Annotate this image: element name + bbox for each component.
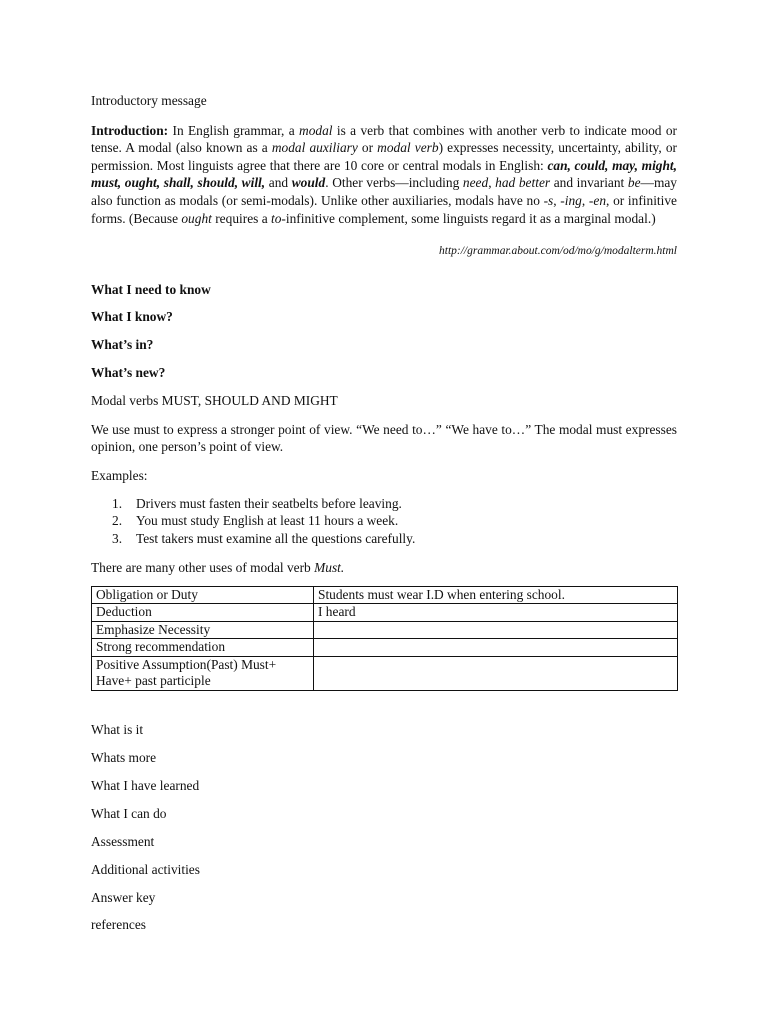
topic-title: Modal verbs MUST, SHOULD AND MIGHT [91,393,338,409]
introduction-paragraph [91,122,677,228]
table-row [92,656,678,690]
intro-text: , [488,175,496,191]
intro-italic: modal verb [377,140,439,156]
uses-intro-text: There are many other uses of modal verb [91,560,315,575]
example-text: You must study English at least 11 hours a week. [136,513,399,528]
intro-text: requires a [211,210,271,226]
intro-text: or [357,140,378,156]
table-cell-use: Strong recommendation [92,639,314,657]
intro-italic: modal [299,122,333,138]
table-cell-example [314,656,678,690]
section-whats-more: Whats more [91,749,157,765]
intro-text: In English grammar, a [168,122,300,138]
table-row [92,621,678,639]
heading-what-i-know: What I know? [91,309,173,325]
intro-italic: modal auxiliary [271,140,358,156]
intro-italic: -s [543,192,554,208]
example-number: 1. [112,495,123,511]
example-text: Test takers must examine all the questions carefully. [136,530,416,546]
table-row [92,639,678,657]
table-cell-use: Deduction [92,604,314,622]
intro-italic: had better [495,175,551,191]
uses-intro-must: Must. [314,560,345,575]
uses-intro [91,559,677,577]
section-answer-key: Answer key [91,889,156,905]
examples-label: Examples: [91,467,148,483]
intro-italic: be [627,175,641,191]
intro-italic: need [462,175,489,191]
table-cell-example: Students must wear I.D when entering school. [314,586,678,604]
section-references: references [91,917,147,933]
section-assessment: Assessment [91,833,155,849]
document-content [91,92,677,934]
example-item [91,495,677,513]
intro-italic: -en [588,192,607,208]
table-cell-use: Obligation or Duty [92,586,314,604]
intro-text: —may also function as modals (or semi-modals). Unlike other auxiliaries, modals have no [91,175,677,208]
source-url-link[interactable]: http://grammar.about.com/od/mo/g/modalterm.html [439,245,677,258]
intro-italic: -ing [560,192,582,208]
table-cell-example: I heard [314,604,678,622]
intro-text: ) expresses necessity, uncertainty, ability, or permission. Most linguists agree that there are 10 core or central modals in English: [91,140,677,173]
table-cell-example [314,621,678,639]
section-what-i-have-learned: What I have learned [91,777,200,793]
heading-whats-in: What’s in? [91,336,154,352]
intro-italic: ought [181,210,212,226]
table-cell-example [314,639,678,657]
section-what-i-can-do: What I can do [91,805,167,821]
intro-label: Introduction: [91,122,169,138]
intro-text: , [581,192,589,208]
examples-list [91,495,677,548]
must-paragraph: We use must to express a stronger point of view. “We need to…” “We have to…” The modal must expresses opinion, one person’s point of view. [91,421,677,455]
intro-italic: to [271,210,282,226]
table-row [92,586,678,604]
table-row [92,604,678,622]
example-number: 2. [112,513,123,528]
intro-text: and invariant [550,175,628,191]
example-number: 3. [112,530,123,546]
heading-what-i-need-to-know: What I need to know [91,281,211,297]
intro-modals-list: can, could, may, might, must, ought, shall, should, will, [91,157,678,191]
section-additional-activities: Additional activities [91,861,200,877]
intro-modal-would: would [291,175,326,191]
heading-whats-new: What’s new? [91,364,166,380]
example-text: Drivers must fasten their seatbelts before leaving. [136,495,402,511]
table-cell-use: Emphasize Necessity [92,621,314,639]
must-uses-table [91,586,678,691]
intro-text: is a verb that combines with another verb to indicate mood or tense. A modal (also known as a [91,122,677,156]
intro-text: , [553,192,561,208]
section-what-is-it: What is it [91,721,144,737]
intro-text: and [265,175,292,191]
example-item [91,530,677,548]
intro-text: . Other verbs—including [325,175,463,191]
header-line: Introductory message [91,93,207,108]
intro-text: , or infinitive forms. (Because [91,192,678,226]
example-item [91,512,677,530]
intro-text: -infinitive complement, some linguists regard it as a marginal modal.) [281,210,656,226]
table-cell-use: Positive Assumption(Past) Must+ Have+ past participle [92,656,314,690]
